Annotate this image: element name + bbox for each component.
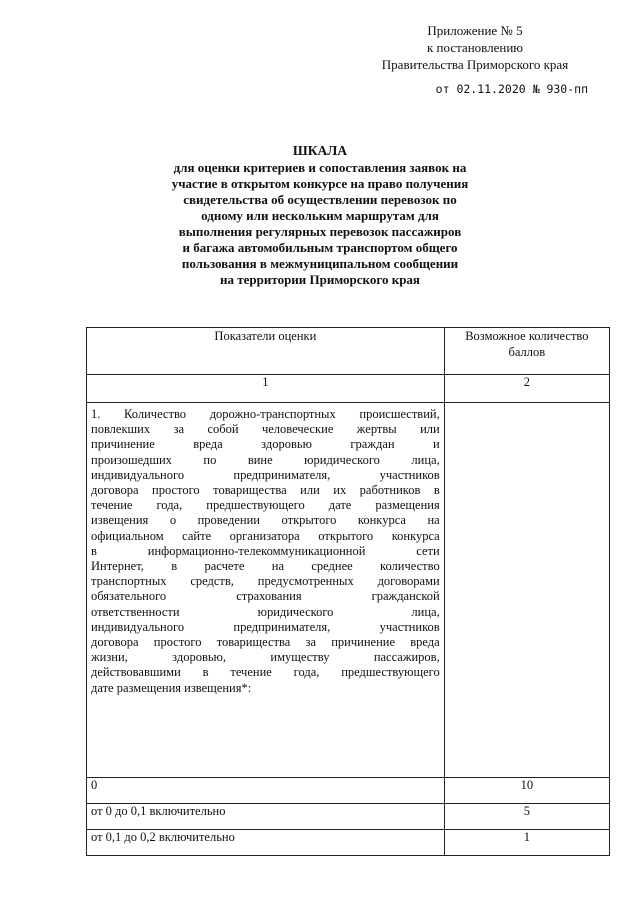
points-cell: 10 <box>444 778 609 804</box>
table-header-row <box>87 328 610 375</box>
criterion-row <box>87 403 610 778</box>
criterion-line: официальном сайте организатора открытого конкурса <box>91 528 440 543</box>
table-row <box>87 778 610 804</box>
criterion-line: Интернет, в расчете на среднее количество <box>91 559 440 574</box>
points-cell: 5 <box>444 804 609 830</box>
scale-table <box>86 327 610 856</box>
criterion-line: в информационно-телекоммуникационной сети <box>91 543 440 558</box>
title-line: одному или нескольким маршрутам для <box>201 208 439 223</box>
criterion-text <box>87 403 445 778</box>
table-row <box>87 804 610 830</box>
title-line: и багажа автомобильным транспортом общего <box>182 240 458 255</box>
header-criteria: Показатели оценки <box>87 328 445 375</box>
appendix-line: Правительства Приморского края <box>381 57 569 72</box>
title-line: свидетельства об осуществлении перевозок по <box>183 192 457 207</box>
title-line: для оценки критериев и сопоставления заявок на <box>173 160 467 175</box>
criterion-line: причинение вреда здоровью граждан и <box>91 437 440 452</box>
appendix-line: к постановлению <box>426 40 524 55</box>
column-number-row <box>87 375 610 403</box>
column-number: 1 <box>87 375 445 403</box>
title-line: на территории Приморского края <box>220 272 420 287</box>
appendix-line: Приложение № 5 <box>427 23 523 38</box>
criterion-line: индивидуального предпринимателя, участников <box>91 467 440 482</box>
criterion-line: действовавшими в течение года, предшествующего <box>91 665 440 680</box>
criterion-line: течение года, предшествующего дате размещения <box>91 498 440 513</box>
header-points: Возможное количество баллов <box>444 328 609 375</box>
criterion-line: жизни, здоровью, имуществу пассажиров, <box>91 650 440 665</box>
criterion-line: 1. Количество дорожно-транспортных происшествий, <box>91 407 440 421</box>
range-cell: 0 <box>87 778 445 804</box>
title-line: пользования в межмуниципальном сообщении <box>181 256 459 271</box>
criterion-line: договора простого товарищества за причинение вреда <box>91 635 440 650</box>
criterion-line: транспортных средств, предусмотренных договорами <box>91 574 440 589</box>
table-row <box>87 830 610 856</box>
range-cell: от 0,1 до 0,2 включительно <box>87 830 445 856</box>
document-title <box>100 143 540 288</box>
criterion-line: повлекших за собой человеческие жертвы или <box>91 422 440 437</box>
criterion-points-empty <box>444 403 609 778</box>
criterion-line: договора простого товарищества или их работников в <box>91 483 440 498</box>
points-cell: 1 <box>444 830 609 856</box>
criterion-line: произошедших по вине юридического лица, <box>91 452 440 467</box>
appendix-block <box>360 22 590 98</box>
criterion-line: индивидуального предпринимателя, участников <box>91 619 440 634</box>
criterion-line: ответственности юридического лица, <box>91 604 440 619</box>
criterion-line: извещения о проведении открытого конкурса на <box>91 513 440 528</box>
criterion-line: обязательного страхования гражданской <box>91 589 440 604</box>
order-reference: от 02.11.2020 № 930-пп <box>435 82 588 96</box>
title-heading: ШКАЛА <box>292 143 348 158</box>
title-line: участие в открытом конкурсе на право получения <box>171 176 469 191</box>
title-line: выполнения регулярных перевозок пассажиров <box>178 224 462 239</box>
range-cell: от 0 до 0,1 включительно <box>87 804 445 830</box>
column-number: 2 <box>444 375 609 403</box>
criterion-line: дате размещения извещения*: <box>91 680 252 695</box>
